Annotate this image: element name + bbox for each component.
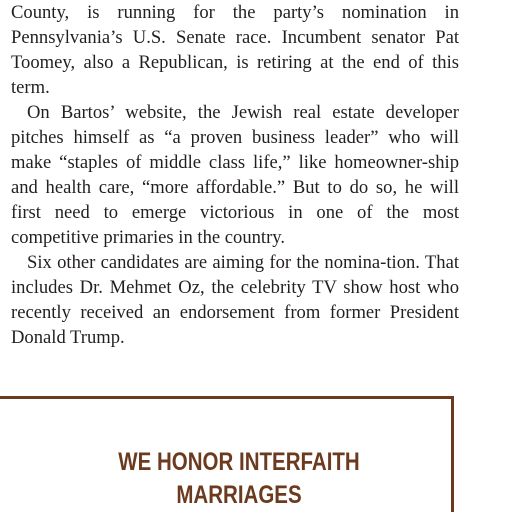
article-paragraph-3: Six other candidates are aiming for the nomina-tion. That includes Dr. Mehmet Oz, the celebrity TV show host who recently received an endorsement from former President Donald Trump. <box>11 252 459 348</box>
article-paragraph-1: County, is running for the party’s nomination in Pennsylvania’s U.S. Senate race. Incumbent senator Pat Toomey, also a Republican, is retiring at the end of this term. <box>11 2 459 98</box>
ad-headline-line-2: MARRIAGES <box>176 481 302 509</box>
article-paragraph-2: On Bartos’ website, the Jewish real estate developer pitches himself as “a proven business leader” who will make “staples of middle class life,” like homeowner-ship and health care, “more affordable.” But to do so, he will first need to emerge victorious in one of the most competitive primaries in the country. <box>11 102 459 248</box>
article-body <box>11 0 459 350</box>
advertisement-headline <box>43 446 435 512</box>
ad-headline-line-1: WE HONOR INTERFAITH <box>118 448 360 476</box>
